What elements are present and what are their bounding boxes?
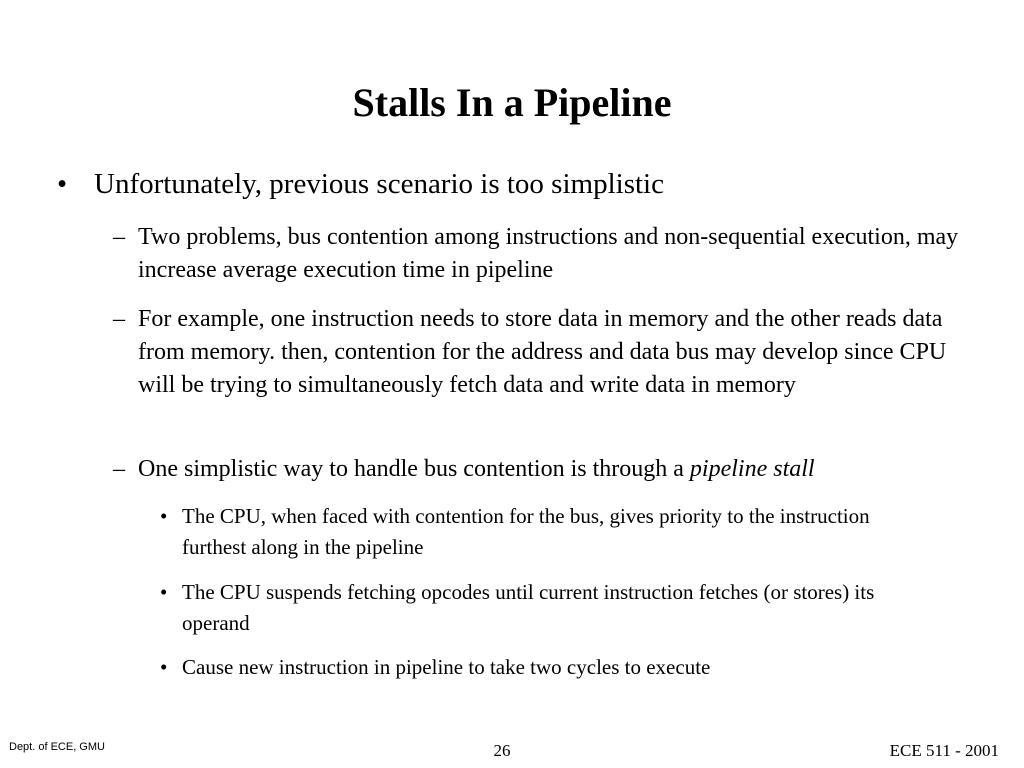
bullet-text: Unfortunately, previous scenario is too simplistic: [94, 168, 664, 200]
bullet-marker: •: [57, 168, 68, 200]
dash-marker: –: [113, 224, 125, 250]
sub-sub-bullet-item-1: [160, 501, 940, 563]
bullet-item-1: [57, 166, 664, 202]
sub-bullet-text: Two problems, bus contention among instructions and non-sequential execution, may increase average execution time in pipeline: [138, 224, 959, 283]
small-bullet-marker: •: [160, 655, 168, 679]
emphasized-term: pipeline stall: [689, 456, 815, 482]
sub-bullet-text: For example, one instruction needs to store data in memory and the other reads data from memory. then, contention for the address and data bus may develop since CPU will be trying to simultaneously fetch data and write data in memory: [138, 306, 947, 398]
sub-bullet-text-prefix: One simplistic way to handle bus contention is through a: [138, 456, 690, 482]
sub-sub-bullet-item-3: [160, 652, 940, 683]
page-number: 26: [493, 741, 511, 760]
small-bullet-marker: •: [160, 504, 168, 528]
sub-bullet-item-1: [113, 221, 963, 287]
sub-sub-bullet-item-2: [160, 577, 940, 639]
footer-department: Dept. of ECE, GMU: [9, 741, 105, 753]
footer-course: ECE 511 - 2001: [889, 741, 999, 760]
dash-marker: –: [113, 456, 125, 482]
slide-title: Stalls In a Pipeline: [352, 80, 672, 125]
sub-sub-bullet-text: The CPU suspends fetching opcodes until current instruction fetches (or stores) its operand: [182, 580, 875, 635]
sub-bullet-item-2: [113, 303, 963, 402]
sub-sub-bullet-text: Cause new instruction in pipeline to take two cycles to execute: [182, 655, 711, 679]
sub-bullet-text: [138, 453, 963, 486]
small-bullet-marker: •: [160, 580, 168, 604]
sub-bullet-item-3: [113, 453, 963, 486]
sub-sub-bullet-text: The CPU, when faced with contention for the bus, gives priority to the instruction furthest along in the pipeline: [182, 504, 870, 559]
dash-marker: –: [113, 306, 125, 332]
